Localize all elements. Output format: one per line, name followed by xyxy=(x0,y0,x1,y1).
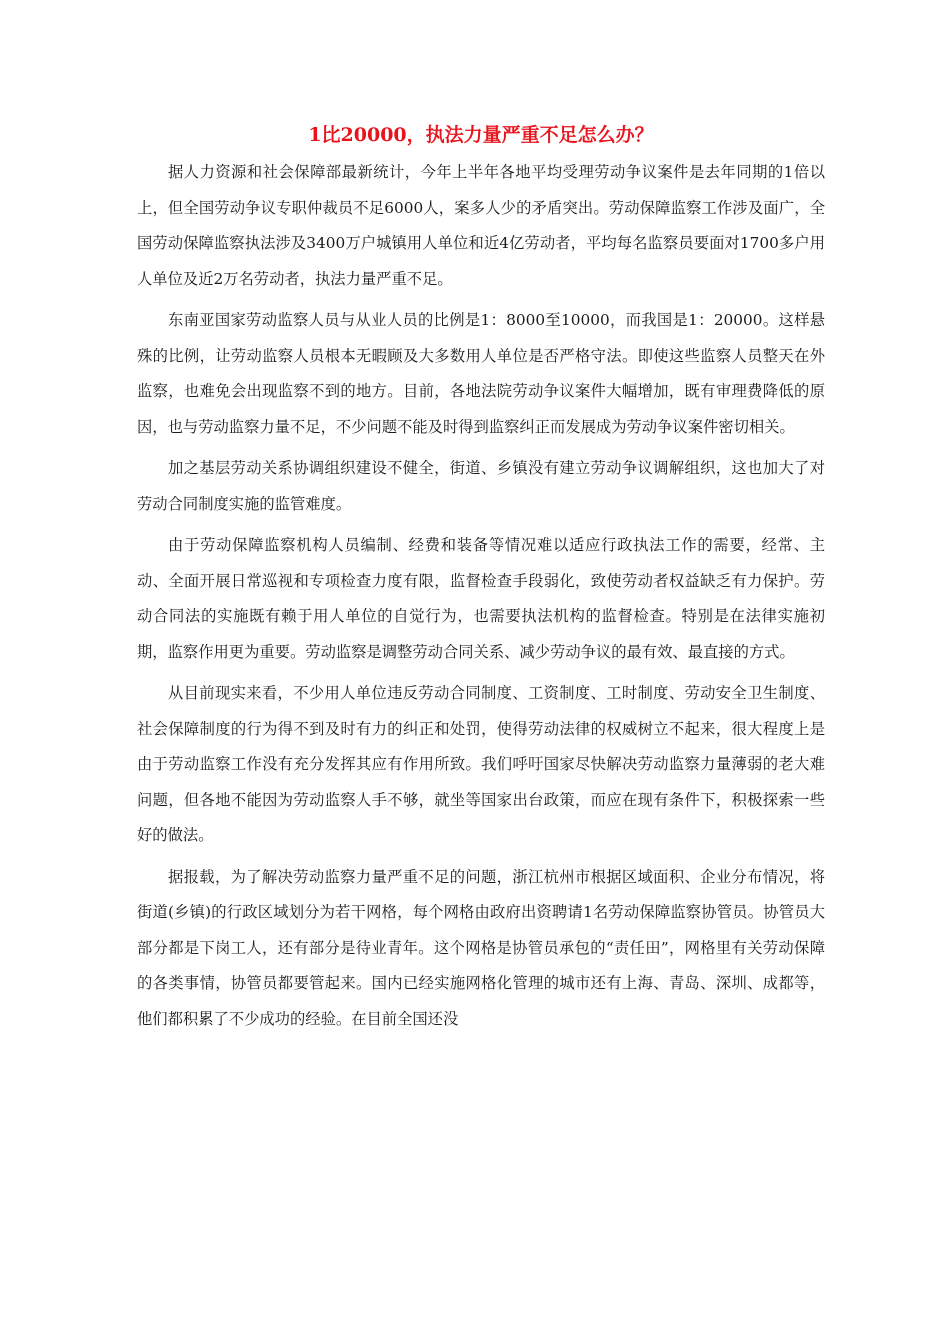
paragraph-4: 由于劳动保障监察机构人员编制、经费和装备等情况难以适应行政执法工作的需要，经常、主动、全面开展日常巡视和专项检查力度有限，监督检查手段弱化，致使劳动者权益缺乏有力保护。劳动合同法的实施既有赖于用人单位的自觉行为，也需要执法机构的监督检查。特别是在法律实施初期，监察作用更为重要。劳动监察是调整劳动合同关系、减少劳动争议的最有效、最直接的方式。 xyxy=(137,536,825,661)
paragraph-5: 从目前现实来看，不少用人单位违反劳动合同制度、工资制度、工时制度、劳动安全卫生制度、社会保障制度的行为得不到及时有力的纠正和处罚，使得劳动法律的权威树立不起来，很大程度上是由于劳动监察工作没有充分发挥其应有作用所致。我们呼吁国家尽快解决劳动监察力量薄弱的老大难问题，但各地不能因为劳动监察人手不够，就坐等国家出台政策，而应在现有条件下，积极探索一些好的做法。 xyxy=(137,684,825,844)
article-body xyxy=(137,121,825,1043)
paragraph-3: 加之基层劳动关系协调组织建设不健全，街道、乡镇没有建立劳动争议调解组织，这也加大了对劳动合同制度实施的监管难度。 xyxy=(137,459,825,513)
paragraph-2: 东南亚国家劳动监察人员与从业人员的比例是1：8000至10000，而我国是1：20000。这样悬殊的比例，让劳动监察人员根本无暇顾及大多数用人单位是否严格守法。即使这些监察人员整天在外监察，也难免会出现监察不到的地方。目前，各地法院劳动争议案件大幅增加，既有审理费降低的原因，也与劳动监察力量不足，不少问题不能及时得到监察纠正而发展成为劳动争议案件密切相关。 xyxy=(137,311,825,436)
paragraph-1: 据人力资源和社会保障部最新统计，今年上半年各地平均受理劳动争议案件是去年同期的1倍以上，但全国劳动争议专职仲裁员不足6000人，案多人少的矛盾突出。劳动保障监察工作涉及面广，全国劳动保障监察执法涉及3400万户城镇用人单位和近4亿劳动者，平均每名监察员要面对1700多户用人单位及近2万名劳动者，执法力量严重不足。 xyxy=(137,163,825,288)
article-title: 1比20000，执法力量严重不足怎么办？ xyxy=(308,124,654,146)
paragraph-6: 据报载，为了解决劳动监察力量严重不足的问题，浙江杭州市根据区域面积、企业分布情况，将街道(乡镇)的行政区域划分为若干网格，每个网格由政府出资聘请1名劳动保障监察协管员。协管员大部分都是下岗工人，还有部分是待业青年。这个网格是协管员承包的“责任田”，网格里有关劳动保障的各类事情，协管员都要管起来。国内已经实施网格化管理的城市还有上海、青岛、深圳、成都等，他们都积累了不少成功的经验。在目前全国还没 xyxy=(137,867,825,1028)
